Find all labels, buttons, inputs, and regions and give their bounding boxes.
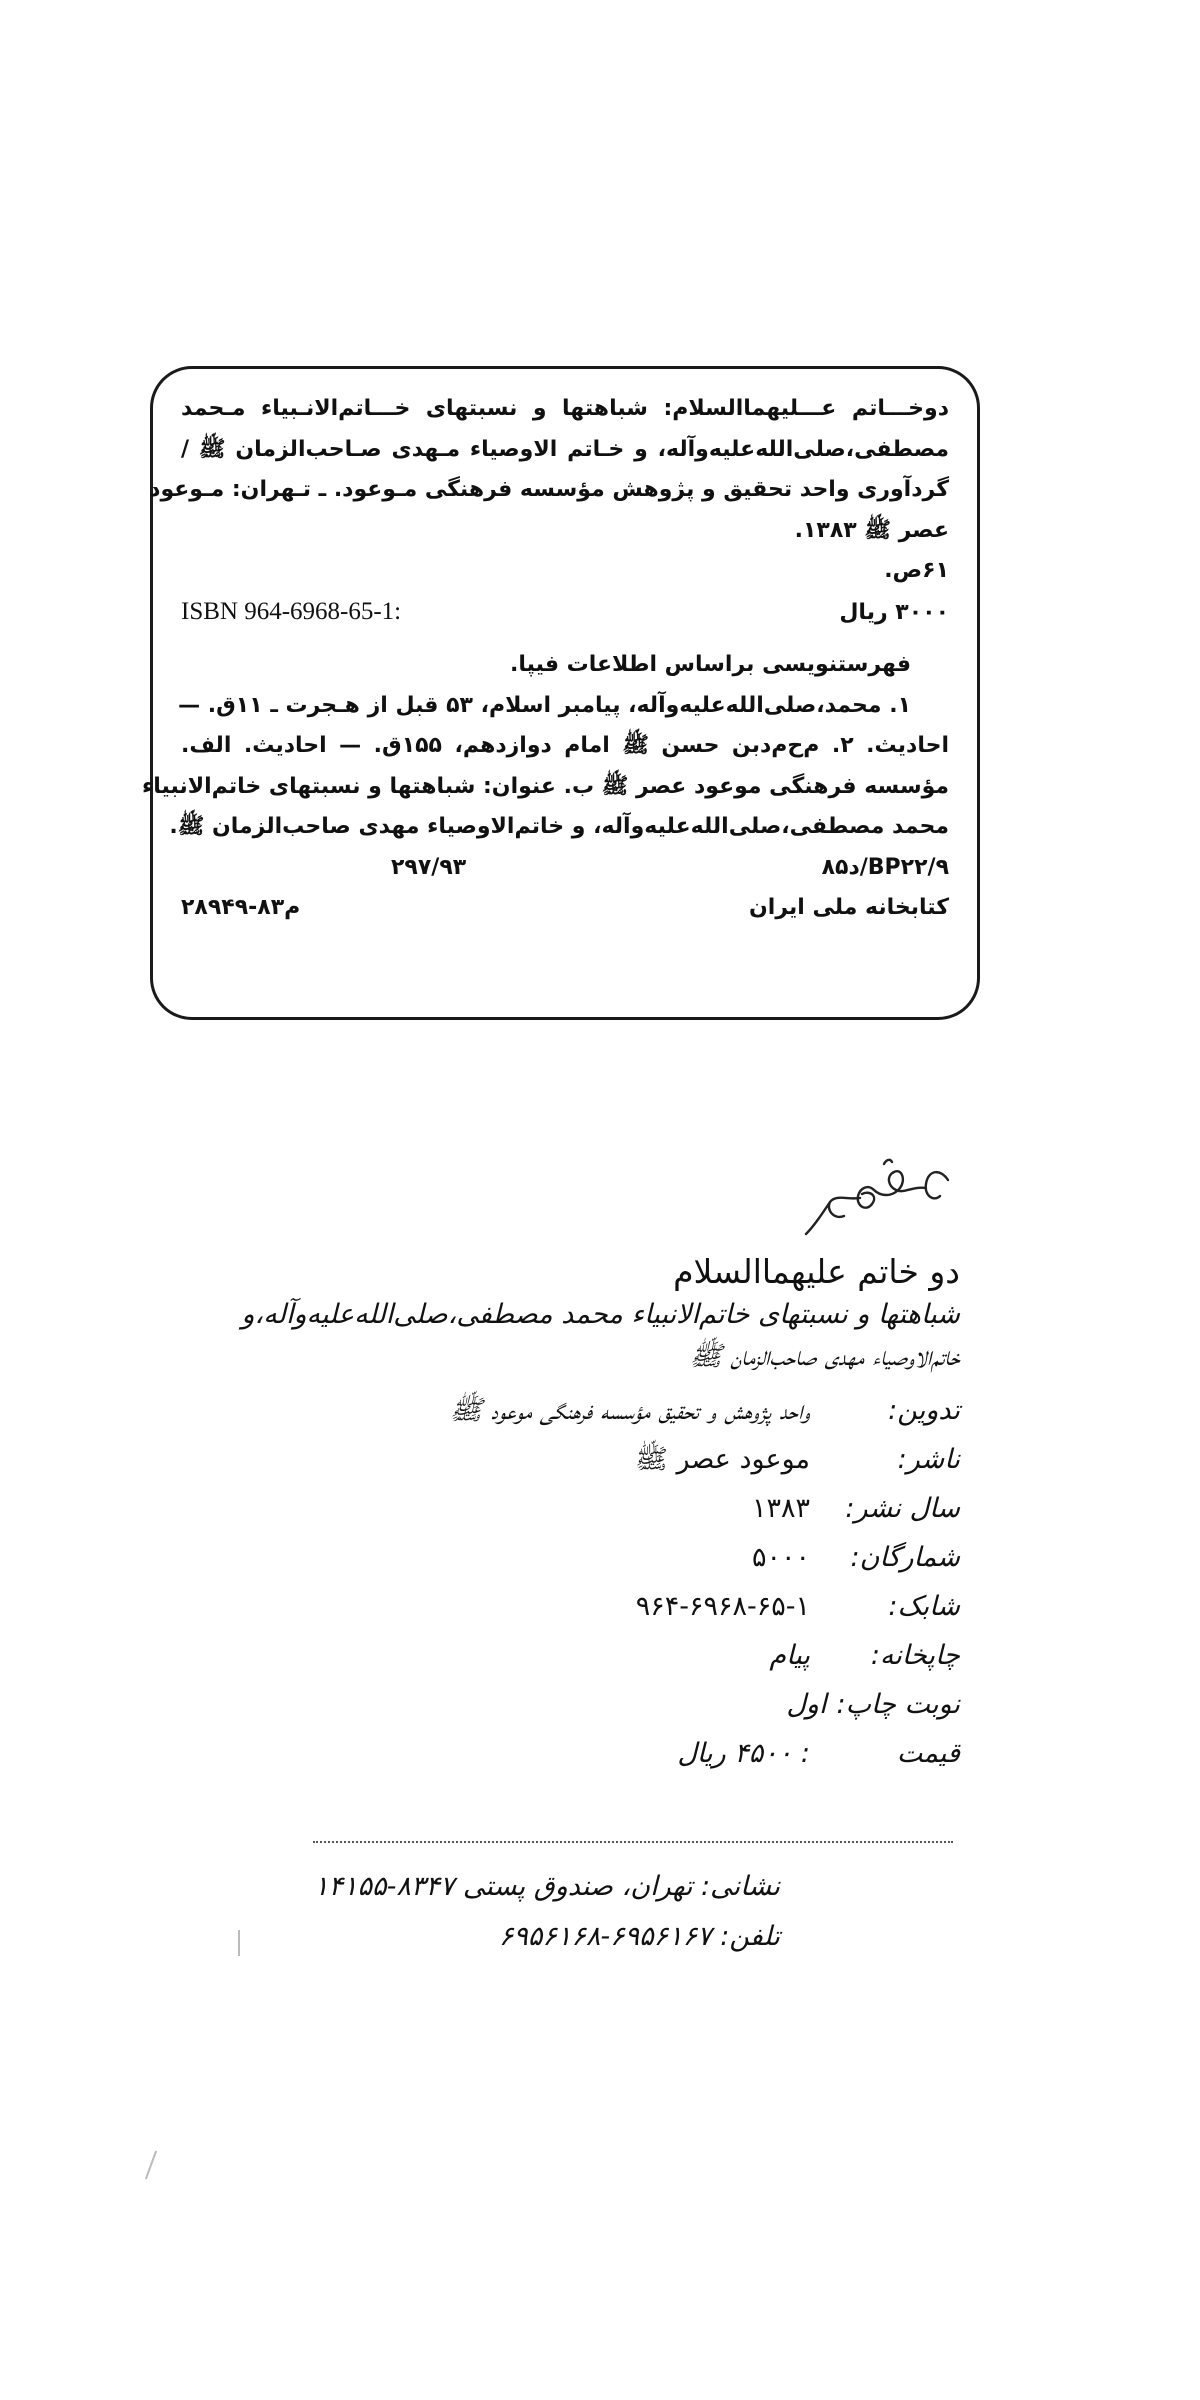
cip-line: ۶۱ص. bbox=[884, 558, 949, 583]
field-label: سال نشر: bbox=[845, 1493, 960, 1524]
field-value: موعود عصر ﷺ bbox=[635, 1444, 810, 1475]
cip-subject-line: احادیث. ٢. م‌ح‌م‌دبن حسن ﷺ امام دوازدهم، ۱۵۵ق. — احادیث. الف. bbox=[181, 733, 949, 758]
publisher-address bbox=[180, 1862, 780, 1962]
dotted-divider bbox=[313, 1841, 953, 1843]
publisher-logo bbox=[800, 1150, 960, 1240]
scan-speck bbox=[238, 1930, 240, 1956]
book-title: دو خاتم علیهماالسلام bbox=[673, 1252, 960, 1291]
cip-isbn: ISBN 964-6968-65-1: bbox=[181, 597, 402, 625]
cip-line: گردآوری واحد تحقیق و پژوهش مؤسسه فرهنگی مـوعود. ـ تـهران: مـوعود bbox=[149, 477, 949, 502]
phone-line: تلفن: ۶۹۵۶۱۶۷-۶۹۵۶۱۶۸ bbox=[498, 1921, 780, 1952]
cip-line: مصطفی،صلی‌الله‌علیه‌وآله، و خـاتم الاوصياء مـهدی صـاحب‌الزمان ﷺ / bbox=[181, 436, 949, 462]
field-compiler bbox=[200, 1386, 960, 1435]
field-publisher bbox=[200, 1435, 960, 1484]
field-value: ۵۰۰۰ bbox=[751, 1542, 810, 1573]
field-label: قیمت bbox=[896, 1738, 960, 1769]
field-edition bbox=[200, 1680, 960, 1729]
field-label: ناشر: bbox=[897, 1444, 960, 1475]
field-price bbox=[200, 1729, 960, 1778]
field-label: شابک: bbox=[888, 1591, 960, 1622]
field-label: چاپخانه: bbox=[870, 1640, 960, 1671]
book-subtitle-line: خاتم‌الاوصیاء مهدی صاحب‌الزمان ﷺ bbox=[689, 1341, 960, 1372]
field-value: ۹۶۴-۶۹۶۸-۶۵-۱ bbox=[635, 1591, 810, 1622]
cip-record-box bbox=[141, 366, 980, 1020]
field-value: واحد پژوهش و تحقیق مؤسسه فرهنگی موعود ﷺ bbox=[449, 1395, 810, 1426]
cip-library: کتابخانه ملی ایران bbox=[749, 895, 949, 920]
address-line: نشانی: تهران، صندوق پستی ۸۳۴۷-۱۴۱۵۵ bbox=[314, 1871, 780, 1902]
field-print-run bbox=[200, 1533, 960, 1582]
field-publication-year bbox=[200, 1484, 960, 1533]
cip-note: فهرستنویسی براساس اطلاعات فیپا. bbox=[510, 652, 911, 677]
cip-price: ۳۰۰۰ ریال bbox=[839, 599, 949, 625]
cip-record-number: م۸۳-۲۸۹۴۹ bbox=[181, 895, 301, 920]
field-label: شمارگان: bbox=[850, 1542, 960, 1573]
field-isbn bbox=[200, 1582, 960, 1631]
cip-library-row bbox=[181, 888, 949, 929]
scan-speck bbox=[145, 2151, 157, 2180]
cip-isbn-row bbox=[181, 592, 949, 634]
book-subtitle-line: شباهتها و نسبتهای خاتم‌الانبیاء محمد مصطفی،صلی‌الله‌علیه‌وآله،و bbox=[241, 1299, 960, 1330]
cip-classification-row bbox=[181, 848, 949, 889]
field-value: ۱۳۸۳ bbox=[751, 1493, 810, 1524]
cip-dewey: ۲۹۷/۹۳ bbox=[391, 854, 467, 880]
field-printing-house bbox=[200, 1631, 960, 1680]
cip-subject-line: مؤسسه فرهنگی موعود عصر ﷺ ب. عنوان: شباهتها و نسبتهای خاتم‌الانبیاء bbox=[141, 773, 949, 799]
field-value: : ۴۵۰۰ ریال bbox=[677, 1738, 810, 1769]
book-info bbox=[200, 1250, 960, 1778]
cip-line: عصر ﷺ ١٣٨٣. bbox=[794, 517, 949, 543]
cip-lc-class: BP۲۲/۹/د۸۵ bbox=[821, 854, 949, 880]
cip-line: دوخـــاتم عـــليهماالسلام: شباهتها و نسبتهای خـــاتم‌الانـبياء مـحمد bbox=[181, 396, 949, 421]
cip-subject-line: ١. محمد،صلی‌الله‌علیه‌وآله، پیامبر اسلام، ۵۳ قبل از هـجرت ـ ۱۱ق. — bbox=[178, 692, 911, 718]
field-value: اول bbox=[786, 1689, 827, 1720]
field-label: نوبت چاپ: bbox=[836, 1689, 960, 1720]
field-label: تدوین: bbox=[888, 1395, 960, 1426]
cip-subject-line: محمد مصطفی،صلی‌الله‌علیه‌وآله، و خاتم‌الاوصیاء مهدی صاحب‌الزمان ﷺ. bbox=[169, 814, 949, 839]
field-value: پیام bbox=[769, 1640, 810, 1671]
